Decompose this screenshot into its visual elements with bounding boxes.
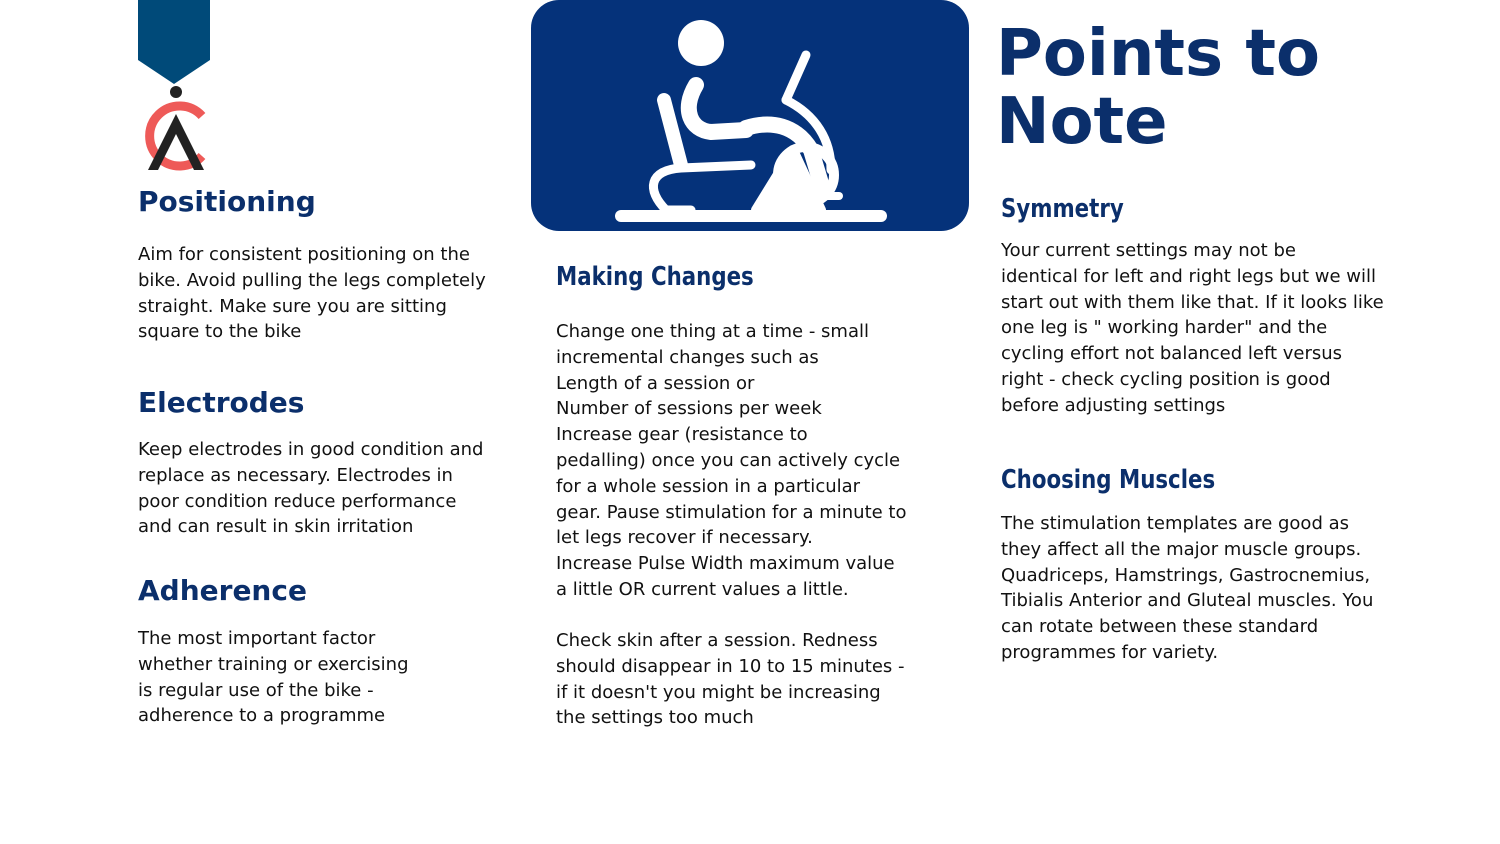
brand-logo: [140, 84, 210, 172]
choosing-muscles-text: The stimulation templates are good as they affect all the major muscle groups. Quadriceps, Hamstrings, Gastrocnemius, Tibialis Anterior and Gluteal muscles. You can rotate between these standard programmes for variety.: [1001, 513, 1374, 663]
making-changes-heading: Making Changes: [556, 262, 754, 292]
adherence-text: The most important factor whether training or exercising is regular use of the bike - adherence to a programme: [138, 628, 409, 727]
adherence-heading: Adherence: [138, 574, 307, 607]
page-title: Points to Note: [996, 17, 1320, 159]
making-changes-text: Change one thing at a time - small incremental changes such as Length of a session or Number of sessions per week Increase gear (resistance to pedalling) once you can actively cycle for a whole session in a particular gear. Pause stimulation for a minute to let legs recover if necessary. Increase Pulse Width maximum value a little OR current values a little.: [556, 321, 907, 600]
symmetry-heading: Symmetry: [1001, 194, 1124, 224]
hero-illustration: [531, 0, 969, 231]
symmetry-text: Your current settings may not be identical for left and right legs but we will start out with them like that. If it looks like one leg is " working harder" and the cycling effort not balanced left versus right - check cycling position is good before adjusting settings: [1001, 240, 1384, 416]
recumbent-bike-rider-icon: [531, 0, 969, 231]
ribbon-banner-icon: [138, 0, 210, 84]
positioning-text: Aim for consistent positioning on the bike. Avoid pulling the legs completely straight. Make sure you are sitting square to the bike: [138, 244, 486, 343]
skin-check-text: Check skin after a session. Redness should disappear in 10 to 15 minutes - if it doesn't you might be increasing the settings too much: [556, 630, 905, 729]
positioning-heading: Positioning: [138, 185, 316, 218]
electrodes-heading: Electrodes: [138, 386, 305, 419]
choosing-muscles-heading: Choosing Muscles: [1001, 465, 1216, 495]
electrodes-text: Keep electrodes in good condition and replace as necessary. Electrodes in poor condition reduce performance and can result in skin irritation: [138, 439, 484, 538]
